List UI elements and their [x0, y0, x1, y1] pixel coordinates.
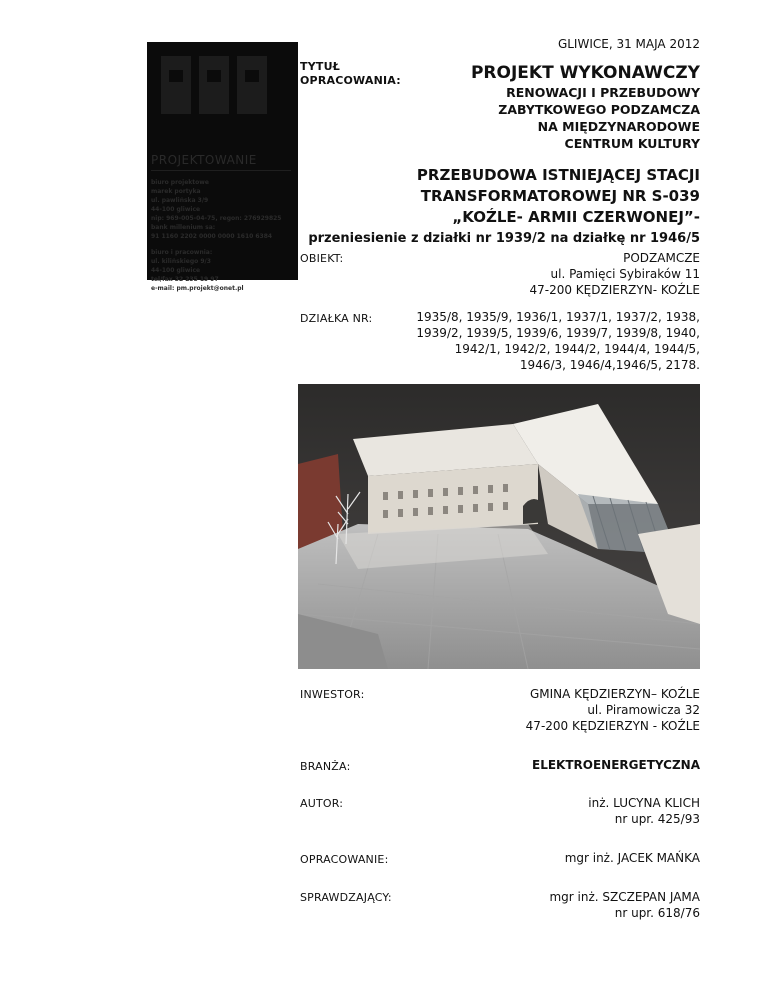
sprawdzajacy-label: SPRAWDZAJĄCY:	[300, 891, 392, 904]
title-label-line: TYTUŁ	[300, 60, 340, 73]
office-details-line: e-mail: pm.projekt@onet.pl	[151, 285, 244, 292]
inwestor-label: INWESTOR:	[300, 688, 365, 701]
opracowanie-label: OPRACOWANIE:	[300, 853, 389, 866]
dzialka-line: 1939/2, 1939/5, 1939/6, 1939/7, 1939/8, 1940,	[416, 326, 700, 340]
logo-divider	[151, 170, 291, 171]
title-label-line: OPRACOWANIA:	[300, 74, 401, 87]
office-details-line: tel/fax 32 235 19 97	[151, 276, 219, 283]
company-details-line: 44-100 gliwice	[151, 206, 201, 213]
project-subtitle-line: ZABYTKOWEGO PODZAMCZA	[498, 102, 700, 117]
dzialka-line: 1942/1, 1942/2, 1944/2, 1944/4, 1944/5,	[454, 342, 700, 356]
sprawdzajacy-line: nr upr. 618/76	[614, 906, 700, 920]
company-details-line: marek portyka	[151, 188, 201, 195]
company-details-line: ul. pawlińska 3/9	[151, 197, 209, 204]
sprawdzajacy-line: mgr inż. SZCZEPAN JAMA	[549, 890, 700, 904]
project-subtitle-line: CENTRUM KULTURY	[564, 136, 700, 151]
office-details-line: biuro i pracownia:	[151, 249, 213, 256]
scope-title	[360, 165, 700, 228]
autor-value	[430, 795, 700, 827]
title-label	[300, 60, 401, 88]
inwestor-line: 47-200 KĘDZIERZYN - KOŹLE	[525, 719, 700, 733]
building-model-illustration	[298, 384, 700, 669]
obiekt-line: 47-200 KĘDZIERZYN- KOŹLE	[529, 283, 700, 297]
inwestor-line: GMINA KĘDZIERZYN– KOŹLE	[529, 687, 700, 701]
architectural-model-photo	[298, 384, 700, 669]
sprawdzajacy-value	[430, 889, 700, 921]
obiekt-label: OBIEKT:	[300, 252, 344, 265]
document-date: GLIWICE, 31 MAJA 2012	[557, 37, 700, 51]
autor-line: inż. LUCYNA KLICH	[588, 796, 700, 810]
dzialka-value	[400, 309, 700, 373]
company-details-line: 91 1160 2202 0000 0000 1610 6384	[151, 233, 273, 240]
project-subtitle-line: NA MIĘDZYNARODOWE	[537, 119, 700, 134]
company-logo-block	[147, 42, 298, 292]
dzialka-line: 1935/8, 1935/9, 1936/1, 1937/1, 1937/2, 1938,	[416, 310, 700, 324]
inwestor-value	[430, 686, 700, 734]
company-logo-mark-icon	[161, 50, 271, 120]
company-logo-name: PROJEKTOWANIE	[151, 153, 257, 167]
company-details-line: nip: 969-005-04-75, regon: 276929825	[151, 215, 282, 222]
autor-line: nr upr. 425/93	[614, 812, 700, 826]
opracowanie-value: mgr inż. JACEK MAŃKA	[564, 851, 700, 865]
branza-value: ELEKTROENERGETYCZNA	[532, 758, 700, 772]
obiekt-value	[430, 250, 700, 298]
office-details-line: ul. kilińskiego 9/3	[151, 258, 211, 265]
project-title: PROJEKT WYKONAWCZY	[470, 63, 700, 83]
scope-line: TRANSFORMATOROWEJ NR S-039	[420, 187, 700, 205]
project-subtitle	[400, 84, 700, 152]
scope-line: PRZEBUDOWA ISTNIEJĄCEJ STACJI	[416, 166, 700, 184]
branza-label: BRANŻA:	[300, 760, 351, 773]
relocation-note: przeniesienie z działki nr 1939/2 na działkę nr 1946/5	[308, 231, 700, 246]
autor-label: AUTOR:	[300, 797, 344, 810]
dzialka-label: DZIAŁKA NR:	[300, 312, 373, 325]
scope-line: „KOŹLE- ARMII CZERWONEJ”-	[452, 208, 700, 226]
obiekt-line: PODZAMCZE	[623, 251, 700, 265]
company-details-line: biuro projektowe	[151, 179, 209, 186]
obiekt-line: ul. Pamięci Sybiraków 11	[550, 267, 700, 281]
office-details-line: 44-100 gliwice	[151, 267, 201, 274]
dzialka-line: 1946/3, 1946/4,1946/5, 2178.	[519, 358, 700, 372]
company-details-line: bank millenium sa:	[151, 224, 216, 231]
project-subtitle-line: RENOWACJI I PRZEBUDOWY	[506, 85, 700, 100]
inwestor-line: ul. Piramowicza 32	[587, 703, 700, 717]
